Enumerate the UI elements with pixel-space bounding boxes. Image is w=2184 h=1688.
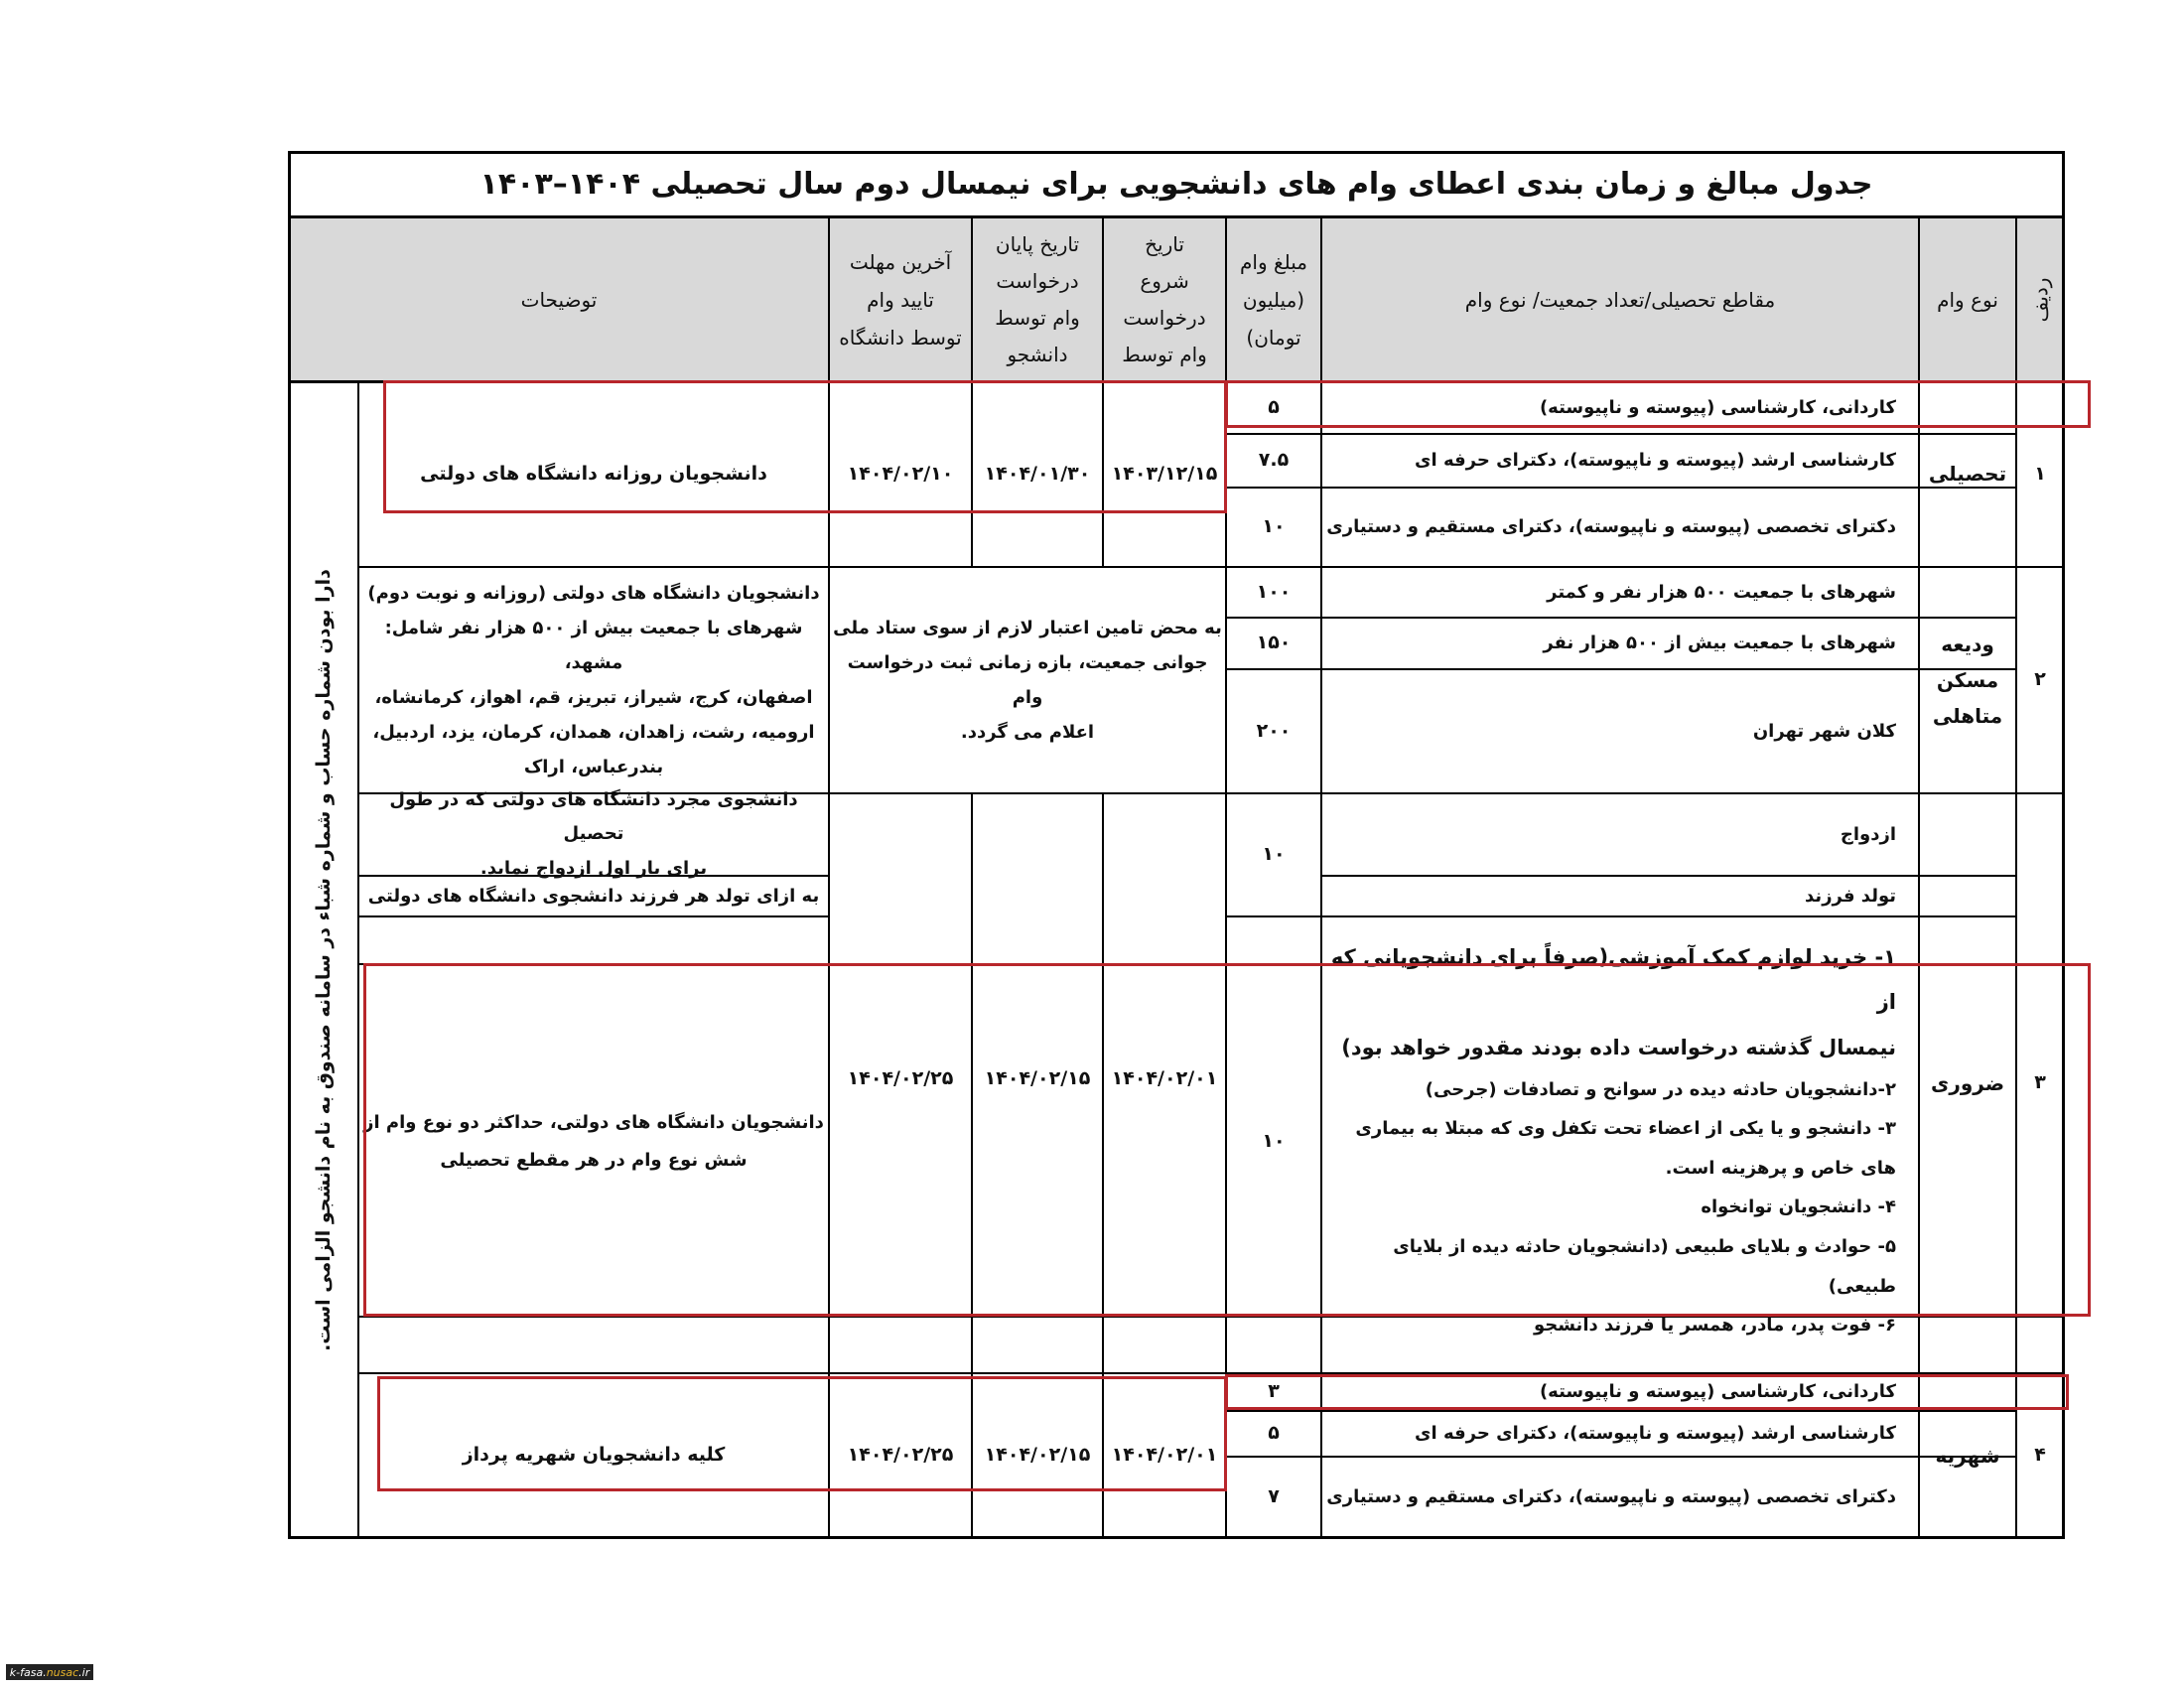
emergency-item: ۶- فوت پدر، مادر، همسر یا فرزند دانشجو (1533, 1315, 1896, 1336)
emergency-item: نیمسال گذشته درخواست داده بودند مقدور خواهد بود) (1341, 1035, 1896, 1059)
row2-schedule-line: اعلام می گردد. (960, 722, 1095, 744)
row1-amount-1: ۵ (1268, 395, 1280, 418)
row2-note (359, 568, 828, 792)
row3-note-line: دانشجویان دانشگاه های دولتی، حداکثر دو نوع وام از (363, 1112, 824, 1134)
row2-level-3: کلان شهر تهران (1752, 720, 1896, 742)
emergency-item: های خاص و پرهزینه است. (1665, 1157, 1896, 1179)
row2-type-line: ودیعه (1941, 633, 1994, 656)
emergency-item: ۲-دانشجویان حادثه دیده در سوانح و تصادفات (جرحی) (1425, 1078, 1896, 1100)
row2-amount-2: ۱۵۰ (1256, 632, 1292, 654)
header-end-line: درخواست (996, 268, 1079, 293)
header-row-no (2017, 218, 2063, 380)
row2-type-line: مسکن (1936, 668, 1999, 692)
row3-amount: ۱۰ (1262, 1130, 1286, 1153)
header-amount-line: (میلیون (1242, 287, 1305, 312)
row2-note-line: شهرهای با جمعیت بیش از ۵۰۰ هزار نفر شامل: مشهد، (384, 617, 803, 673)
row2-schedule-line: جوانی جمعیت، بازه زمانی ثبت درخواست وام (847, 651, 1208, 708)
row2-number: ۲ (2034, 668, 2046, 691)
row2-amount-1: ۱۰۰ (1256, 580, 1292, 603)
header-amount (1227, 218, 1320, 380)
row1-deadline: ۱۴۰۴/۰۲/۱۰ (847, 462, 954, 485)
row2-type-line: متاهلی (1932, 704, 2003, 728)
row4-level-1: کاردانی، کارشناسی (پیوسته و ناپیوسته) (1539, 1381, 1896, 1403)
row2-schedule-line: به محض تامین اعتبار لازم از سوی ستاد ملی (833, 617, 1222, 638)
header-deadline-line: توسط دانشگاه (839, 325, 962, 350)
row3-type: ضروری (1930, 1070, 2005, 1095)
row1-level-2: کارشناسی ارشد (پیوسته و ناپیوسته)، دکترای حرفه ای (1415, 450, 1896, 472)
row3-end-date: ۱۴۰۴/۰۲/۱۵ (984, 1067, 1091, 1090)
row4-amount-3: ۷ (1268, 1485, 1280, 1508)
header-notes: توضیحات (520, 287, 598, 312)
row4-level-3: دکترای تخصصی (پیوسته و ناپیوسته)، دکترای مستقیم و دستیاری (1326, 1486, 1896, 1508)
side-note-text: دارا بودن شماره حساب و شماره شباء در سامانه صندوق به نام دانشجو الزامی است. (313, 568, 335, 1351)
highlight-row4-level1 (1225, 1374, 2069, 1410)
row3-deadline: ۱۴۰۴/۰۲/۲۵ (847, 1067, 954, 1090)
row1-level-1: کاردانی، کارشناسی (پیوسته و ناپیوسته) (1539, 396, 1896, 418)
row2-level-2: شهرهای با جمعیت بیش از ۵۰۰ هزار نفر (1543, 633, 1896, 654)
header-start-line: درخواست (1123, 305, 1206, 330)
row2-type (1920, 568, 2015, 792)
header-deadline (830, 218, 971, 380)
highlight-row3-emergency (363, 963, 2091, 1317)
row2-note-line: اصفهان، کرج، شیراز، تبریز، قم، اهواز، کرمانشاه، (374, 687, 813, 708)
emergency-item: ۵- حوادث و بلایای طبیعی (دانشجویان حادثه دیده از بلایای طبیعی) (1393, 1236, 1896, 1297)
highlight-row1-note (383, 380, 1227, 513)
site-logo (6, 1664, 93, 1680)
row2-amount-3: ۲۰۰ (1256, 719, 1292, 742)
header-start-line: شروع (1140, 268, 1189, 293)
header-deadline-line: تایید وام (867, 287, 934, 312)
grid-line (1225, 915, 2015, 917)
header-start-line: وام توسط (1122, 342, 1207, 366)
logo-accent: nusac (46, 1665, 79, 1679)
row4-amount-1: ۳ (1268, 1380, 1280, 1403)
row4-amount-2: ۵ (1268, 1422, 1280, 1445)
row3-marriage-note (359, 789, 828, 879)
page-title: جدول مبالغ و زمان بندی اعطای وام های دانشجویی برای نیمسال دوم سال تحصیلی ۱۴۰۴–۱۴۰۳ (479, 166, 1873, 202)
row3-number: ۳ (2034, 1071, 2046, 1094)
row1-amount-2: ۷.۵ (1258, 449, 1290, 472)
highlight-row4-note (377, 1376, 1227, 1491)
row1-number: ۱ (2034, 462, 2046, 485)
header-loan-type: نوع وام (1937, 287, 1998, 312)
row2-note-line: دانشجویان دانشگاه های دولتی (روزانه و نوبت دوم) (367, 582, 820, 604)
row4-number: ۴ (2034, 1444, 2046, 1467)
logo-prefix: k-fasa. (9, 1665, 47, 1679)
row1-amount-3: ۱۰ (1262, 515, 1286, 538)
row4-deadline: ۱۴۰۴/۰۲/۲۵ (847, 1444, 954, 1467)
grid-line (359, 915, 828, 917)
header-deadline-line: آخرین مهلت (849, 249, 952, 274)
row1-level-3: دکترای تخصصی (پیوسته و ناپیوسته)، دکترای مستقیم و دستیاری (1326, 516, 1896, 538)
row3-marriage-note-line: دانشجوی مجرد دانشگاه های دولتی که در طول تحصیل (389, 789, 798, 845)
header-levels: مقاطع تحصیلی/تعداد جمعیت/ نوع وام (1464, 287, 1776, 312)
row2-schedule-note (830, 568, 1225, 792)
header-end-line: وام توسط (995, 305, 1080, 330)
header-end-line: تاریخ پایان (995, 231, 1080, 256)
side-note (290, 382, 357, 1537)
row4-note: کلیه دانشجویان شهریه پرداز (462, 1444, 726, 1467)
row1-end-date: ۱۴۰۴/۰۱/۳۰ (984, 462, 1091, 485)
row4-level-2: کارشناسی ارشد (پیوسته و ناپیوسته)، دکترای حرفه ای (1415, 1423, 1896, 1445)
row3-marriage-level: ازدواج (1840, 823, 1896, 845)
row3-child-level: تولد فرزند (1805, 885, 1896, 907)
header-row-no-label: ردیف (2028, 277, 2052, 322)
row3-start-date: ۱۴۰۴/۰۲/۰۱ (1111, 1067, 1218, 1090)
row3-note-line: شش نوع وام در هر مقطع تحصیلی (440, 1150, 748, 1171)
row2-level-1: شهرهای با جمعیت ۵۰۰ هزار نفر و کمتر (1547, 581, 1896, 603)
highlight-row1-level1 (1225, 380, 2091, 428)
row1-note: دانشجویان روزانه دانشگاه های دولتی (420, 462, 767, 485)
row4-type: شهریه (1935, 1443, 2000, 1468)
emergency-item: ۳- دانشجو و یا یکی از اعضاء تحت تکفل وی که مبتلا به بیماری (1355, 1118, 1896, 1140)
header-end-line: دانشجو (1007, 342, 1068, 366)
row3-child-note: به ازای تولد هر فرزند دانشجوی دانشگاه های دولتی (367, 885, 820, 907)
emergency-item: ۴- دانشجویان توانخواه (1701, 1196, 1896, 1218)
header-end-date (973, 218, 1102, 380)
logo-suffix: .ir (78, 1665, 90, 1679)
row4-start-date: ۱۴۰۴/۰۲/۰۱ (1111, 1444, 1218, 1467)
row1-type: تحصیلی (1928, 462, 2007, 486)
header-amount-line: تومان) (1246, 325, 1301, 350)
header-start-date (1104, 218, 1225, 380)
row3-marriage-note-line: برای بار اول ازدواج نماید. (479, 857, 708, 879)
header-amount-line: مبلغ وام (1240, 249, 1307, 274)
row4-end-date: ۱۴۰۴/۰۲/۱۵ (984, 1444, 1091, 1467)
row2-note-line: بندرعباس، اراک (523, 757, 664, 778)
header-start-line: تاریخ (1145, 231, 1184, 256)
row2-note-line: ارومیه، رشت، زاهدان، همدان، کرمان، یزد، اردبیل، (372, 722, 815, 744)
row3-marriage-amount: ۱۰ (1262, 843, 1286, 866)
row1-start-date: ۱۴۰۳/۱۲/۱۵ (1111, 462, 1218, 485)
emergency-item: ۱- خرید لوازم کمک آموزشی(صرفاً برای دانشجویانی که از (1330, 945, 1896, 1015)
